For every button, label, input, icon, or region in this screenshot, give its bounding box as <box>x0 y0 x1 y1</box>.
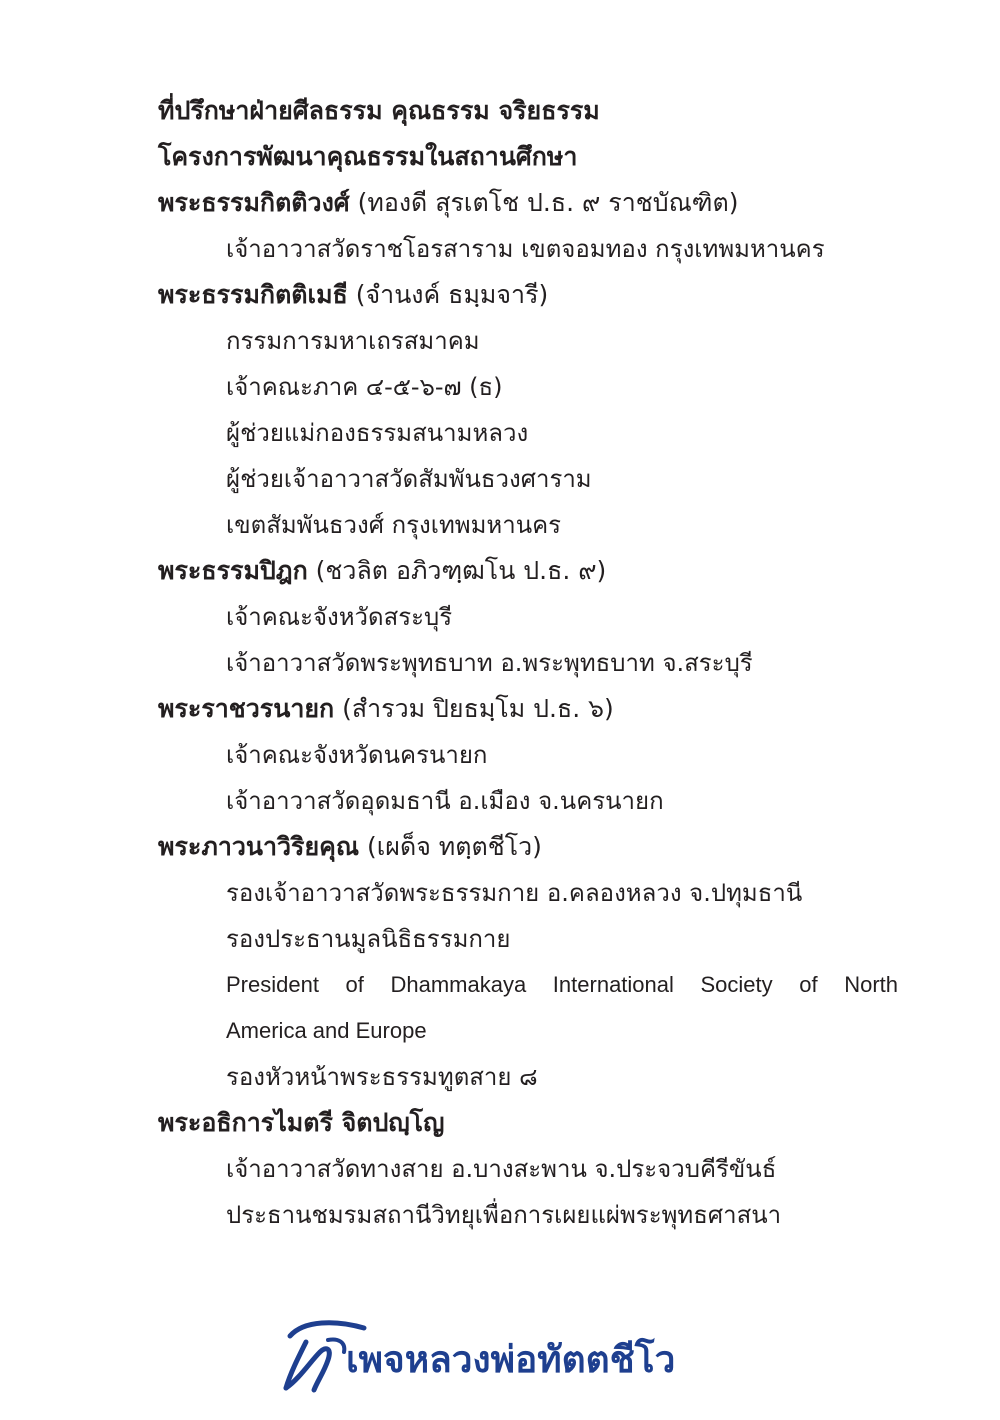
header-line-2: โครงการพัฒนาคุณธรรมในสถานศึกษา <box>158 142 578 171</box>
footer-page-name: เพจหลวงพ่อทัตตชีโว <box>346 1338 676 1381</box>
advisor-role: เจ้าอาวาสวัดพระพุทธบาท อ.พระพุทธบาท จ.สระบุรี <box>226 649 753 677</box>
advisor-role: เจ้าคณะจังหวัดสระบุรี <box>226 603 453 631</box>
advisor-role: ผู้ช่วยแม่กองธรรมสนามหลวง <box>226 419 529 447</box>
advisor-role: รองประธานมูลนิธิธรรมกาย <box>226 925 511 953</box>
advisor-detail: (เผด็จ ทตฺตชีโว) <box>359 832 542 861</box>
advisor-name: พระภาวนาวิริยคุณ <box>158 832 360 861</box>
advisor-role: เจ้าคณะภาค ๔-๕-๖-๗ (ธ) <box>226 373 503 401</box>
advisor-role: เจ้าคณะจังหวัดนครนายก <box>226 741 488 769</box>
footer-logo <box>280 1318 740 1398</box>
advisor-name: พระธรรมปิฎก <box>158 556 308 585</box>
advisor-role-english: President of Dhammakaya International Society of North <box>226 972 898 997</box>
advisor-name-line <box>158 548 898 594</box>
advisor-name-line <box>158 824 898 870</box>
advisor-name-line <box>158 1100 898 1146</box>
advisor-role: เขตสัมพันธวงศ์ กรุงเทพมหานคร <box>226 511 562 539</box>
advisor-role: เจ้าอาวาสวัดทางสาย อ.บางสะพาน จ.ประจวบคีรีขันธ์ <box>226 1155 777 1183</box>
advisor-role: ผู้ช่วยเจ้าอาวาสวัดสัมพันธวงศาราม <box>226 465 592 493</box>
advisor-name-line <box>158 686 898 732</box>
advisor-name: พระธรรมกิตติเมธี <box>158 280 348 309</box>
advisor-name: พระอธิการไมตรี จิตปญฺโญ <box>158 1108 445 1137</box>
advisor-list <box>158 88 898 1238</box>
advisor-detail: (ชวลิต อภิวฑฺฒโน ป.ธ. ๙) <box>307 556 607 585</box>
advisor-role: กรรมการมหาเถรสมาคม <box>226 327 480 355</box>
advisor-detail: (ทองดี สุรเตโช ป.ธ. ๙ ราชบัณฑิต) <box>349 188 739 217</box>
advisor-detail: (จำนงค์ ธมฺมจารี) <box>347 280 549 309</box>
advisor-name-line <box>158 180 898 226</box>
advisor-role-english: America and Europe <box>226 1018 427 1043</box>
advisor-name: พระราชวรนายก <box>158 694 335 723</box>
advisor-name-line <box>158 272 898 318</box>
advisor-detail: (สำรวม ปิยธมฺโม ป.ธ. ๖) <box>334 694 614 723</box>
advisor-role: เจ้าอาวาสวัดราชโอรสาราม เขตจอมทอง กรุงเทพมหานคร <box>226 235 825 263</box>
header-line-1: ที่ปรึกษาฝ่ายศีลธรรม คุณธรรม จริยธรรม <box>158 96 600 125</box>
advisor-name: พระธรรมกิตติวงศ์ <box>158 188 350 217</box>
advisor-role: รองเจ้าอาวาสวัดพระธรรมกาย อ.คลองหลวง จ.ปทุมธานี <box>226 879 803 907</box>
advisor-role: ประธานชมรมสถานีวิทยุเพื่อการเผยแผ่พระพุทธศาสนา <box>226 1201 782 1229</box>
advisor-role: เจ้าอาวาสวัดอุดมธานี อ.เมือง จ.นครนายก <box>226 787 664 815</box>
advisor-role: รองหัวหน้าพระธรรมทูตสาย ๘ <box>226 1063 538 1091</box>
